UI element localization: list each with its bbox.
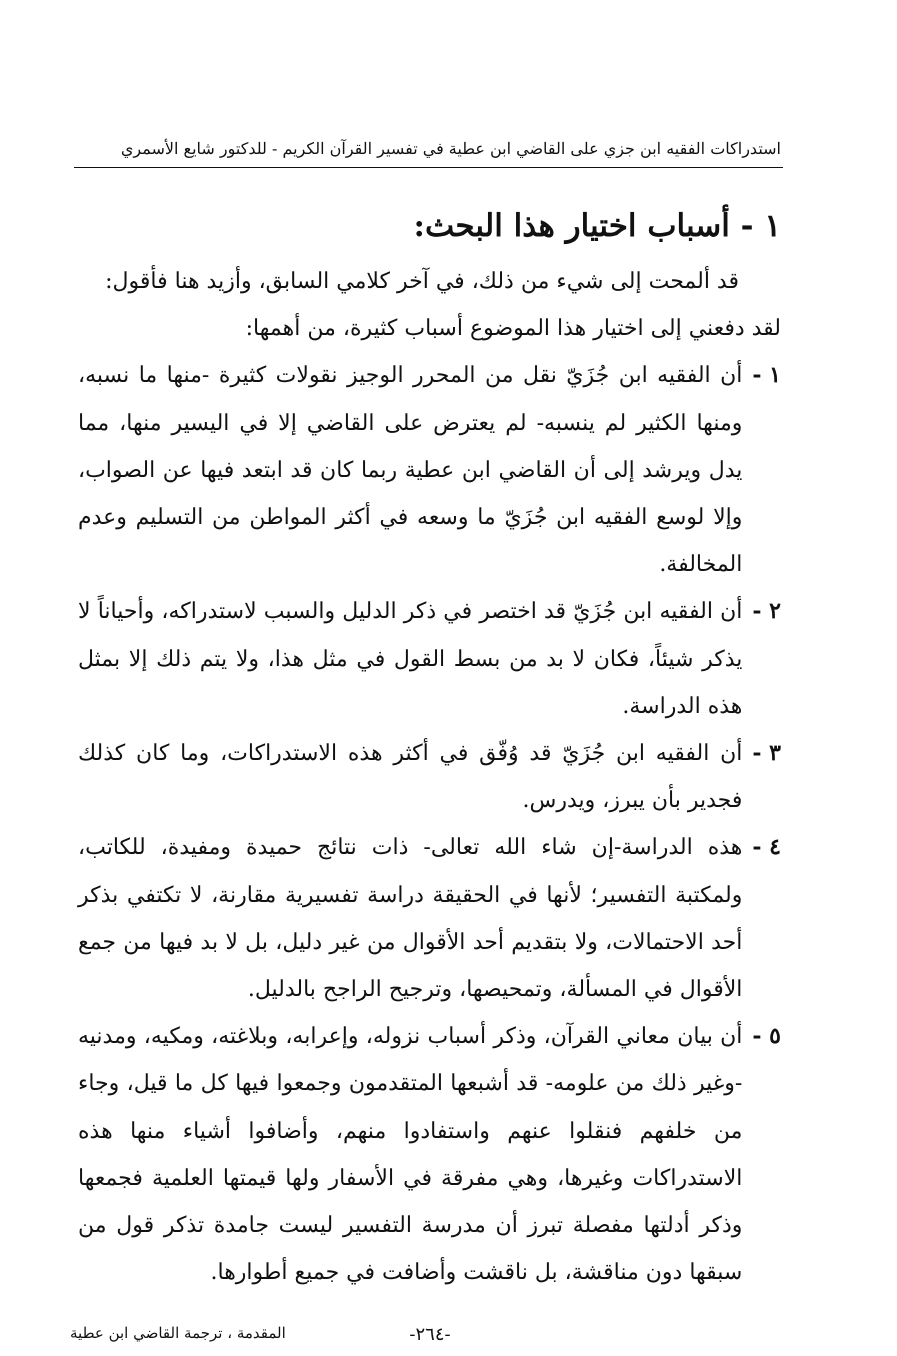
list-item-text: أن الفقيه ابن جُزَيّ قد اختصر في ذكر الدليل والسبب لاستدراكه، وأحياناً لا يذكر شيئاً، فكان لا بد من بسط القول في مثل هذا، ولا يتم ذلك إلا بمثل هذه الدراسة. [78, 599, 743, 719]
list-item-3 [78, 730, 781, 824]
list-item-text: أن الفقيه ابن جُزَيّ قد وُفّق في أكثر هذه الاستدراكات، وما كان كذلك فجدير بأن يبرز، ويدرس. [78, 741, 743, 814]
footer-section-label: المقدمة ، ترجمة القاضي ابن عطية [70, 1324, 286, 1342]
list-item-number: ٣ - [752, 740, 781, 767]
list-item-number: ٢ - [752, 598, 781, 625]
list-item-text: أن الفقيه ابن جُزَيّ نقل من المحرر الوجيز نقولات كثيرة -منها ما نسبه، ومنها الكثير لم ينسبه- لم يعترض على القاضي إلا في اليسير منها، مما يدل ويرشد إلى أن القاضي ابن عطية ربما كان قد ابتعد فيها عن الصواب، وإلا لوسع الفقيه ابن جُزَيّ ما وسعه في أكثر المواطن من التسليم وعدم المخالفة. [78, 363, 743, 578]
list-item-number: ٤ - [752, 834, 781, 861]
section-heading: ١ - أسباب اختيار هذا البحث: [413, 208, 781, 244]
intro-line-1: قد ألمحت إلى شيء من ذلك، في آخر كلامي السابق، وأزيد هنا فأقول: [105, 269, 739, 294]
body-text [78, 258, 781, 1296]
running-header: استدراكات الفقيه ابن جزي على القاضي ابن عطية في تفسير القرآن الكريم - للدكتور شايع الأسمري [120, 139, 781, 158]
list-item-1 [78, 352, 781, 588]
list-item-text: هذه الدراسة-إن شاء الله تعالى- ذات نتائج حميدة ومفيدة، للكاتب، ولمكتبة التفسير؛ لأنها في الحقيقة دراسة تفسيرية مقارنة، لا تكتفي بذكر أحد الاحتمالات، ولا بتقديم أحد الأقوال من غير دليل، بل لا بد فيها من جمع الأقوال في المسألة، وتمحيصها، وترجيح الراجح بالدليل. [78, 835, 743, 1003]
list-item-number: ١ - [752, 362, 781, 389]
header-divider [74, 167, 783, 168]
list-item-4 [78, 824, 781, 1013]
list-item-5 [78, 1013, 781, 1296]
page-number: -٢٦٤- [409, 1324, 451, 1345]
intro-line-2: لقد دفعني إلى اختيار هذا الموضوع أسباب كثيرة، من أهمها: [245, 316, 781, 342]
list-item-text: أن بيان معاني القرآن، وذكر أسباب نزوله، وإعرابه، وبلاغته، ومكيه، ومدنيه -وغير ذلك من علومه- قد أشبعها المتقدمون وجمعوا فيها كل ما قيل، وجاء من خلفهم فنقلوا عنهم واستفادوا منهم، وأضافوا أشياء منها هذه الاستدراكات وغيرها، وهي مفرقة في الأسفار ولها قيمتها العلمية فجمعها وذكر أدلتها مفصلة تبرز أن مدرسة التفسير ليست جامدة تذكر قول من سبقها دون مناقشة، بل ناقشت وأضافت في جميع أطوارها. [78, 1024, 743, 1286]
list-item-2 [78, 588, 781, 730]
list-item-number: ٥ - [752, 1023, 781, 1050]
